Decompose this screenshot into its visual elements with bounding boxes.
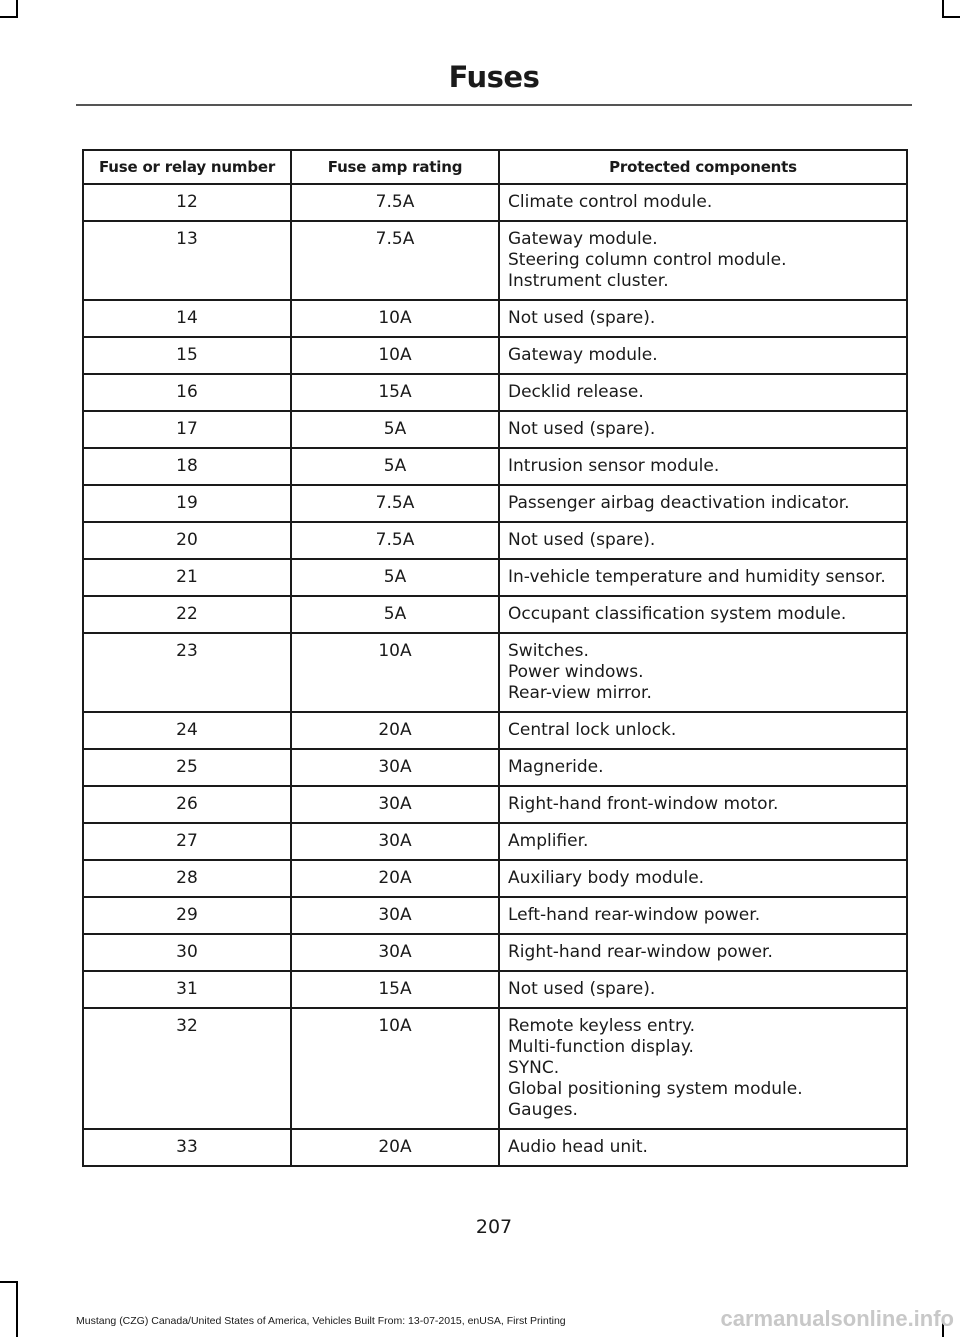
component-line: Auxiliary body module.	[508, 868, 705, 888]
component-line: Right-hand front-window motor.	[508, 794, 779, 814]
protected-components-cell	[499, 823, 907, 860]
page-title: Fuses	[448, 60, 540, 94]
crop-mark-bottom-left	[16, 1281, 18, 1337]
footer-text: Mustang (CZG) Canada/United States of America, Vehicles Built From: 13-07-2015, enUSA, First Printing	[76, 1315, 566, 1327]
fuse-number-cell: 32	[83, 1008, 291, 1129]
amp-rating-cell: 30A	[291, 823, 499, 860]
header-protected-components: Protected components	[499, 150, 907, 184]
header-amp-rating: Fuse amp rating	[291, 150, 499, 184]
amp-rating-cell: 5A	[291, 596, 499, 633]
protected-components-cell	[499, 786, 907, 823]
protected-components-cell	[499, 184, 907, 221]
component-line: Gateway module.	[508, 229, 658, 249]
amp-rating-cell: 15A	[291, 971, 499, 1008]
amp-rating-cell: 5A	[291, 448, 499, 485]
table-row	[83, 522, 907, 559]
protected-components-cell	[499, 1008, 907, 1129]
protected-components-cell	[499, 934, 907, 971]
fuse-number-cell: 29	[83, 897, 291, 934]
fuse-number-cell: 31	[83, 971, 291, 1008]
component-line: Magneride.	[508, 757, 604, 777]
crop-mark-top-left-h	[0, 16, 18, 18]
fuse-number-cell: 13	[83, 221, 291, 300]
amp-rating-cell: 10A	[291, 633, 499, 712]
fuse-number-cell: 25	[83, 749, 291, 786]
table-row	[83, 786, 907, 823]
table-body	[83, 184, 907, 1166]
amp-rating-cell: 5A	[291, 559, 499, 596]
component-line: Not used (spare).	[508, 308, 656, 328]
table-row	[83, 860, 907, 897]
amp-rating-cell: 5A	[291, 411, 499, 448]
table-row	[83, 411, 907, 448]
protected-components-cell	[499, 971, 907, 1008]
table-row	[83, 596, 907, 633]
header-fuse-number: Fuse or relay number	[83, 150, 291, 184]
protected-components-cell	[499, 300, 907, 337]
component-line: Remote keyless entry.	[508, 1016, 695, 1036]
table-row	[83, 184, 907, 221]
table-row	[83, 374, 907, 411]
protected-components-cell	[499, 712, 907, 749]
page-number: 207	[475, 1216, 513, 1238]
protected-components-cell	[499, 596, 907, 633]
protected-components-cell	[499, 448, 907, 485]
component-line: Global positioning system module.	[508, 1079, 803, 1099]
protected-components-cell	[499, 633, 907, 712]
fuse-number-cell: 18	[83, 448, 291, 485]
fuse-number-cell: 16	[83, 374, 291, 411]
amp-rating-cell: 30A	[291, 749, 499, 786]
fuse-number-cell: 12	[83, 184, 291, 221]
component-line: In-vehicle temperature and humidity sensor.	[508, 567, 886, 587]
amp-rating-cell: 30A	[291, 934, 499, 971]
crop-mark-bottom-left-h	[0, 1281, 18, 1283]
protected-components-cell	[499, 749, 907, 786]
table-row	[83, 559, 907, 596]
protected-components-cell	[499, 860, 907, 897]
component-line: Central lock unlock.	[508, 720, 677, 740]
protected-components-cell	[499, 1129, 907, 1166]
component-line: Multi-function display.	[508, 1037, 694, 1057]
fuse-number-cell: 26	[83, 786, 291, 823]
protected-components-cell	[499, 559, 907, 596]
component-line: Right-hand rear-window power.	[508, 942, 773, 962]
protected-components-cell	[499, 221, 907, 300]
protected-components-cell	[499, 485, 907, 522]
component-line: Gauges.	[508, 1100, 578, 1120]
table-row	[83, 823, 907, 860]
component-line: Not used (spare).	[508, 530, 656, 550]
fuse-number-cell: 15	[83, 337, 291, 374]
component-line: Not used (spare).	[508, 979, 656, 999]
fuse-number-cell: 24	[83, 712, 291, 749]
amp-rating-cell: 10A	[291, 1008, 499, 1129]
component-line: Power windows.	[508, 662, 644, 682]
fuse-number-cell: 23	[83, 633, 291, 712]
table-row	[83, 1129, 907, 1166]
amp-rating-cell: 20A	[291, 1129, 499, 1166]
watermark: carmanualsonline.info	[720, 1306, 954, 1331]
component-line: Steering column control module.	[508, 250, 787, 270]
component-line: Intrusion sensor module.	[508, 456, 720, 476]
protected-components-cell	[499, 897, 907, 934]
protected-components-cell	[499, 337, 907, 374]
table-row	[83, 1008, 907, 1129]
component-line: Climate control module.	[508, 192, 713, 212]
component-line: Switches.	[508, 641, 589, 661]
amp-rating-cell: 20A	[291, 860, 499, 897]
amp-rating-cell: 7.5A	[291, 522, 499, 559]
table-row	[83, 897, 907, 934]
component-line: Passenger airbag deactivation indicator.	[508, 493, 850, 513]
table-row	[83, 300, 907, 337]
component-line: Left-hand rear-window power.	[508, 905, 761, 925]
table-row	[83, 337, 907, 374]
component-line: SYNC.	[508, 1058, 560, 1078]
table-header-row	[83, 150, 907, 184]
title-divider	[76, 104, 912, 106]
table-row	[83, 749, 907, 786]
crop-mark-top-right-h	[942, 16, 960, 18]
table-row	[83, 712, 907, 749]
table-row	[83, 448, 907, 485]
component-line: Audio head unit.	[508, 1137, 648, 1157]
component-line: Not used (spare).	[508, 419, 656, 439]
table-row	[83, 934, 907, 971]
fuse-number-cell: 27	[83, 823, 291, 860]
fuse-table	[82, 149, 908, 1167]
table-row	[83, 971, 907, 1008]
component-line: Gateway module.	[508, 345, 658, 365]
amp-rating-cell: 20A	[291, 712, 499, 749]
amp-rating-cell: 15A	[291, 374, 499, 411]
component-line: Rear-view mirror.	[508, 683, 652, 703]
fuse-number-cell: 30	[83, 934, 291, 971]
amp-rating-cell: 30A	[291, 786, 499, 823]
amp-rating-cell: 7.5A	[291, 221, 499, 300]
component-line: Occupant classification system module.	[508, 604, 847, 624]
amp-rating-cell: 10A	[291, 300, 499, 337]
fuse-number-cell: 28	[83, 860, 291, 897]
fuse-number-cell: 21	[83, 559, 291, 596]
amp-rating-cell: 7.5A	[291, 485, 499, 522]
fuse-number-cell: 22	[83, 596, 291, 633]
protected-components-cell	[499, 522, 907, 559]
fuse-number-cell: 17	[83, 411, 291, 448]
component-line: Decklid release.	[508, 382, 644, 402]
fuse-number-cell: 20	[83, 522, 291, 559]
component-line: Instrument cluster.	[508, 271, 669, 291]
table-row	[83, 633, 907, 712]
amp-rating-cell: 10A	[291, 337, 499, 374]
component-line: Amplifier.	[508, 831, 589, 851]
protected-components-cell	[499, 374, 907, 411]
table-row	[83, 485, 907, 522]
fuse-number-cell: 14	[83, 300, 291, 337]
fuse-number-cell: 19	[83, 485, 291, 522]
amp-rating-cell: 7.5A	[291, 184, 499, 221]
protected-components-cell	[499, 411, 907, 448]
table-row	[83, 221, 907, 300]
amp-rating-cell: 30A	[291, 897, 499, 934]
fuse-number-cell: 33	[83, 1129, 291, 1166]
